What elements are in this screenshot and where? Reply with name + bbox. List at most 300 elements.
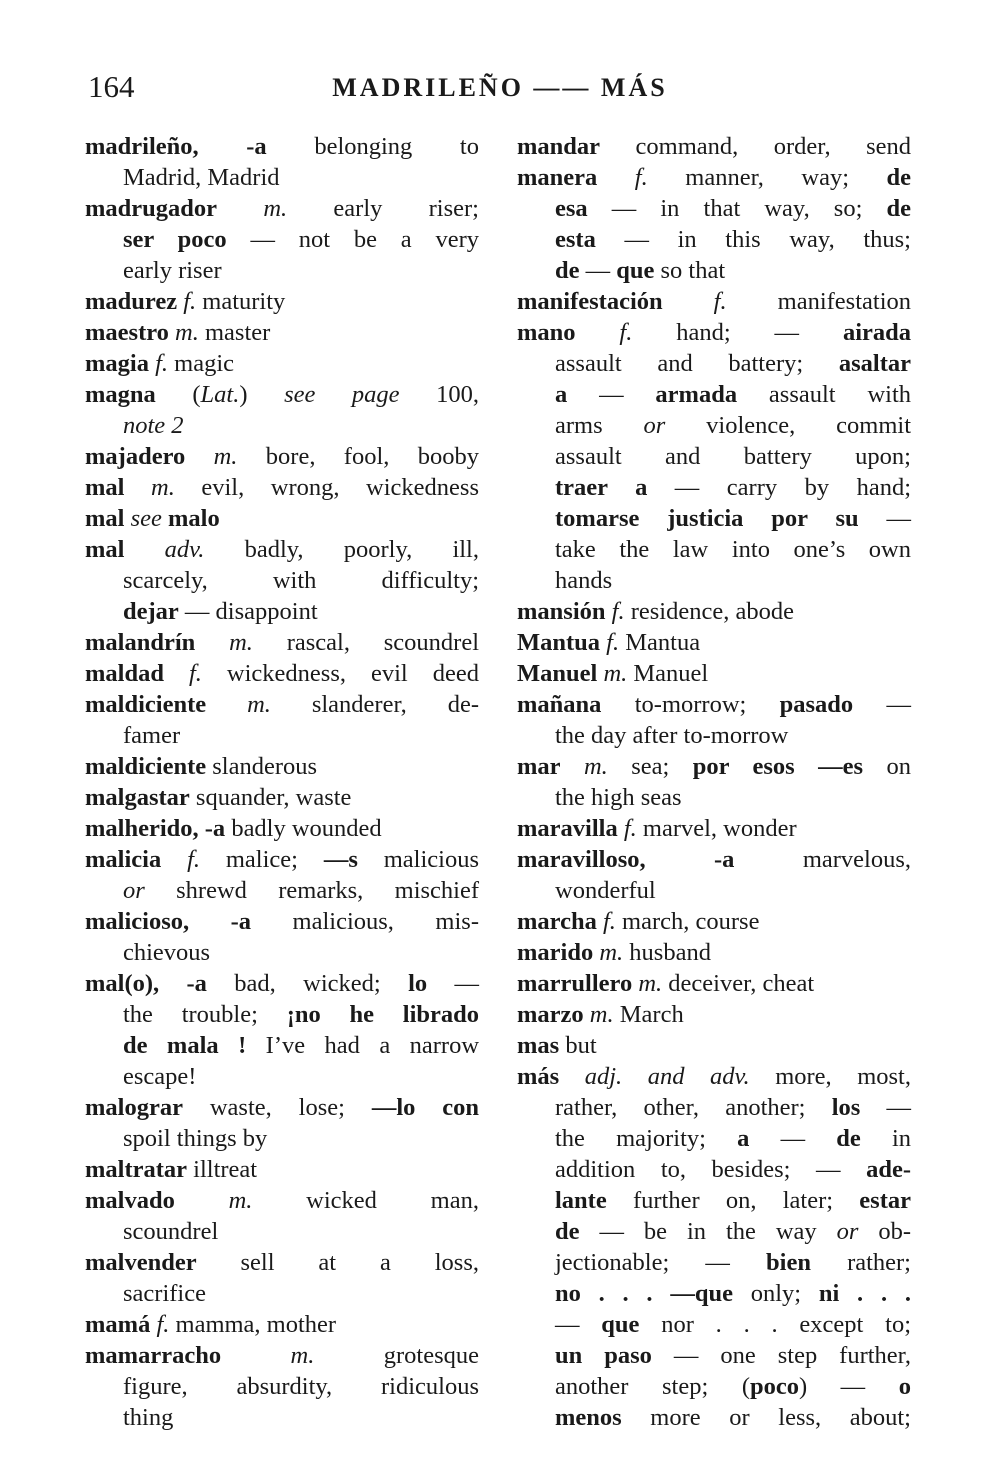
dictionary-line [85,906,479,937]
headword: mamarracho [85,1342,222,1369]
dictionary-line [517,1371,911,1402]
text-segment: — disappoint [178,598,318,625]
text-segment: a [737,1125,750,1152]
text-segment: see page [284,381,400,408]
text-segment: m. [221,1342,315,1369]
text-segment: scoundrel [123,1218,219,1245]
text-segment: no . . . —que [555,1280,733,1307]
text-segment: the trouble; [123,1001,287,1028]
text-segment: m. [560,753,608,780]
headword: mano [517,319,576,346]
dictionary-line [517,1123,911,1154]
text-segment: famer [123,722,181,749]
text-segment: f. [163,660,202,687]
text-segment: on [863,753,911,780]
text-segment: I’ve had a narrow [246,1032,480,1059]
headword: marido [517,939,594,966]
headword: mal [85,536,125,563]
text-segment: pasado [779,691,854,718]
text-segment: the majority; [555,1125,738,1152]
text-segment: magic [168,350,235,377]
text-segment: nor . . . except to; [639,1311,912,1338]
text-segment: ser poco [123,226,227,253]
text-segment: deceiver, cheat [662,970,815,997]
dictionary-line [85,131,479,162]
text-segment: f. [617,815,637,842]
dictionary-line [85,1278,479,1309]
dictionary-line [85,844,479,875]
dictionary-line [517,255,911,286]
headword: mar [517,753,561,780]
text-segment: rather, other, another; [555,1094,832,1121]
dictionary-line [85,1402,479,1433]
text-segment: March [613,1001,684,1028]
text-segment: — one step further, [651,1342,911,1369]
dictionary-line [85,410,479,441]
headword: manifestación [517,288,663,315]
text-segment: bien [766,1249,811,1276]
dictionary-line [517,1216,911,1247]
text-segment: f. [596,908,616,935]
text-segment: see [124,505,162,532]
dictionary-line [85,255,479,286]
text-segment: more, most, [749,1063,911,1090]
text-segment: — be in the way [579,1218,837,1245]
dictionary-line [517,937,911,968]
dictionary-line [85,627,479,658]
text-segment: ni . . . [818,1280,911,1307]
dictionary-line [517,410,911,441]
headword: mañana [517,691,602,718]
text-segment: lante [555,1187,607,1214]
dictionary-line [517,1247,911,1278]
text-segment: master [198,319,271,346]
text-segment: wonderful [555,877,656,904]
text-segment: un paso [555,1342,652,1369]
text-segment: wicked man, [252,1187,479,1214]
text-segment: f. [662,288,727,315]
text-segment: early riser; [287,195,479,222]
text-segment: — not be a very [226,226,480,253]
text-segment: only; [732,1280,819,1307]
dictionary-line [85,1030,479,1061]
text-segment: assault with [737,381,911,408]
dictionary-line [85,1309,479,1340]
text-segment: manner, way; [647,164,887,191]
text-segment: bore, fool, booby [237,443,480,470]
text-segment: command, order, send [600,133,911,160]
text-segment: armada [655,381,738,408]
dictionary-line [85,534,479,565]
text-segment: shrewd remarks, mischief [144,877,479,904]
text-segment: lo [408,970,428,997]
dictionary-line [517,875,911,906]
text-segment: — [860,1094,911,1121]
text-segment: de [886,195,911,222]
dictionary-line [517,1092,911,1123]
text-segment: 100, [399,381,479,408]
text-segment: m. [593,939,624,966]
text-segment: m. [217,195,288,222]
text-segment: sea; [607,753,693,780]
text-segment: escape! [123,1063,197,1090]
headword: malvender [85,1249,197,1276]
text-segment: de mala ! [123,1032,247,1059]
dictionary-line [85,224,479,255]
headword: marcha [517,908,597,935]
headword: maestro [85,319,169,346]
headword: maldiciente [85,691,207,718]
dictionary-line [517,503,911,534]
text-segment: march, course [615,908,760,935]
text-segment: ¡no he librado [286,1001,480,1028]
text-segment: ade- [866,1156,911,1183]
dictionary-line [517,689,911,720]
headword: Manuel [517,660,598,687]
headword: maravilloso, -a [517,846,735,873]
dictionary-line [517,999,911,1030]
text-segment: note 2 [123,412,184,439]
text-segment: f. [605,598,625,625]
text-segment: evil, wrong, wickedness [174,474,479,501]
dictionary-line [517,596,911,627]
text-segment: f. [177,288,197,315]
left-column [85,131,479,1433]
dictionary-line [517,379,911,410]
text-segment: or [836,1218,859,1245]
dictionary-line [85,1216,479,1247]
text-segment: de [555,1218,580,1245]
text-segment: m. [124,474,175,501]
text-segment: de [836,1125,861,1152]
text-segment: another step; ( [555,1373,750,1400]
text-segment: slanderous [206,753,318,780]
dictionary-line [85,968,479,999]
page-number: 164 [88,69,135,104]
text-segment: m. [632,970,663,997]
text-segment: violence, commit [665,412,911,439]
headword: madrugador [85,195,218,222]
text-segment: a [555,381,568,408]
text-segment: m. [174,1187,253,1214]
text-segment: waste, lose; [182,1094,372,1121]
text-segment: the day after to-morrow [555,722,789,749]
text-segment: husband [623,939,711,966]
text-segment: — in this way, thus; [595,226,911,253]
dictionary-line [517,968,911,999]
text-segment: m. [206,691,271,718]
text-segment: hand; — [632,319,843,346]
dictionary-line [517,1061,911,1092]
dictionary-line [85,720,479,751]
headword: malherido, -a [85,815,226,842]
dictionary-line [517,906,911,937]
headword: madrileño, -a [85,133,267,160]
text-segment: thing [123,1404,174,1431]
text-segment: m. [597,660,628,687]
dictionary-line [85,1185,479,1216]
dictionary-line [85,1092,479,1123]
dictionary-line [85,286,479,317]
text-segment: badly wounded [225,815,382,842]
dictionary-line [517,224,911,255]
text-segment: malice; [200,846,324,873]
text-segment: — [858,505,911,532]
text-segment: arms [555,412,644,439]
dictionary-line [517,534,911,565]
text-segment: — [427,970,479,997]
headword: malograr [85,1094,183,1121]
text-segment: de [886,164,912,191]
dictionary-line [517,193,911,224]
text-segment: o [898,1373,911,1400]
dictionary-line [517,813,911,844]
text-segment: —lo con [371,1094,480,1121]
text-segment: take the law into one’s own [555,536,911,563]
text-segment: Manuel [627,660,709,687]
dictionary-line [517,565,911,596]
right-column [517,131,911,1433]
text-segment: — [555,1311,602,1338]
text-segment: ob- [858,1218,911,1245]
text-segment: assault and battery; [555,350,839,377]
dictionary-line [517,844,911,875]
headword: majadero [85,443,186,470]
text-segment: esa [555,195,588,222]
text-segment: f. [597,164,648,191]
text-segment: jectionable; — [555,1249,767,1276]
dictionary-line [85,162,479,193]
text-segment: que [601,1311,640,1338]
dictionary-line [517,162,911,193]
headword: Mantua [517,629,601,656]
text-segment: wickedness, evil deed [201,660,479,687]
text-segment: sacrifice [123,1280,206,1307]
text-segment: adv. [124,536,205,563]
columns-container [85,131,911,1433]
dictionary-line [85,379,479,410]
text-segment: Madrid, Madrid [123,164,280,191]
text-segment: esta [555,226,596,253]
text-segment: m. [185,443,238,470]
text-segment: menos [555,1404,622,1431]
text-segment: malicious [357,846,479,873]
text-segment: belonging to [266,133,479,160]
text-segment: por esos —es [692,753,864,780]
text-segment: to-morrow; [601,691,780,718]
text-segment: f. [600,629,620,656]
dictionary-line [85,565,479,596]
text-segment: — in that way, so; [587,195,887,222]
headword: maldiciente [85,753,207,780]
text-segment: dejar [123,598,179,625]
text-segment: m. [583,1001,614,1028]
headword: manera [517,164,598,191]
dictionary-line [85,875,479,906]
headword: más [517,1063,560,1090]
dictionary-line [517,627,911,658]
dictionary-line [85,813,479,844]
headword: mansión [517,598,606,625]
text-segment: rascal, scoundrel [252,629,479,656]
dictionary-line [85,193,479,224]
text-segment: but [559,1032,597,1059]
headword: magia [85,350,149,377]
text-segment: adj. and adv. [559,1063,750,1090]
text-segment: f. [161,846,201,873]
text-segment: ) — [798,1373,899,1400]
dictionary-line [517,1278,911,1309]
text-segment: mamma, mother [169,1311,337,1338]
headword: madurez [85,288,178,315]
dictionary-line [517,472,911,503]
text-segment: f. [148,350,169,377]
dictionary-line [85,751,479,782]
text-segment: traer a [555,474,648,501]
text-segment: estar [859,1187,911,1214]
text-segment: or [123,877,145,904]
text-segment: the high seas [555,784,682,811]
text-segment: squander, waste [189,784,352,811]
text-segment: spoil things by [123,1125,268,1152]
text-segment: — [853,691,911,718]
text-segment: m. [195,629,253,656]
text-segment: more or less, about; [621,1404,911,1431]
text-segment: poco [749,1373,799,1400]
dictionary-line [517,131,911,162]
headword: mal [85,474,125,501]
dictionary-line [517,1185,911,1216]
text-segment: in [860,1125,911,1152]
text-segment: bad, wicked; [206,970,409,997]
text-segment: addition to, besides; — [555,1156,867,1183]
page-title: MADRILEÑO —— MÁS [332,73,668,102]
text-segment: rather; [810,1249,911,1276]
dictionary-line [85,1247,479,1278]
text-segment: — [567,381,656,408]
headword: maravilla [517,815,618,842]
text-segment: assault and battery upon; [555,443,911,470]
text-segment: maturity [196,288,286,315]
text-segment: f. [575,319,633,346]
dictionary-line [517,1402,911,1433]
dictionary-line [85,937,479,968]
text-segment: hands [555,567,613,594]
dictionary-line [85,441,479,472]
headword: malicioso, -a [85,908,252,935]
text-segment: — [749,1125,837,1152]
text-segment: m. [168,319,199,346]
dictionary-line [517,348,911,379]
text-segment: marvel, wonder [636,815,797,842]
text-segment: slanderer, de- [270,691,479,718]
text-segment: malo [161,505,220,532]
text-segment: — carry by hand; [647,474,912,501]
headword: magna [85,381,156,408]
headword: maltratar [85,1156,188,1183]
text-segment: grotesque [314,1342,479,1369]
text-segment: airada [842,319,911,346]
dictionary-line [85,658,479,689]
text-segment: f. [150,1311,170,1338]
headword: malvado [85,1187,175,1214]
dictionary-line [85,782,479,813]
text-segment: further on, later; [606,1187,860,1214]
headword: mamá [85,1311,151,1338]
text-segment: los [831,1094,861,1121]
dictionary-line [85,689,479,720]
dictionary-line [85,1061,479,1092]
dictionary-line [85,596,479,627]
dictionary-line [85,503,479,534]
dictionary-line [517,286,911,317]
text-segment: — [579,257,617,284]
dictionary-line [517,658,911,689]
headword: marrullero [517,970,633,997]
dictionary-line [517,782,911,813]
text-segment: que [616,257,655,284]
text-segment: marvelous, [734,846,911,873]
text-segment: or [643,412,666,439]
headword: maldad [85,660,164,687]
dictionary-line [85,1371,479,1402]
text-segment: sell at a loss, [196,1249,479,1276]
text-segment: residence, abode [624,598,794,625]
text-segment: illtreat [187,1156,258,1183]
headword: marzo [517,1001,584,1028]
dictionary-line [517,317,911,348]
text-segment: scarcely, with difficulty; [123,567,479,594]
headword: malicia [85,846,162,873]
text-segment: badly, poorly, ill, [204,536,479,563]
text-segment: ( [155,381,201,408]
text-segment: manifestation [726,288,911,315]
text-segment: Mantua [619,629,701,656]
text-segment: figure, absurdity, ridiculous [123,1373,479,1400]
dictionary-line [85,1154,479,1185]
dictionary-line [517,441,911,472]
headword: mal [85,505,125,532]
text-segment: so that [654,257,726,284]
text-segment: —s [323,846,358,873]
dictionary-line [517,1154,911,1185]
text-segment: asaltar [838,350,911,377]
dictionary-line [85,472,479,503]
dictionary-line [517,720,911,751]
headword: malgastar [85,784,190,811]
text-segment: Lat. [200,381,240,408]
dictionary-line [517,1309,911,1340]
headword: mal(o), -a [85,970,207,997]
dictionary-line [85,1123,479,1154]
text-segment: de [555,257,580,284]
dictionary-line [517,1340,911,1371]
dictionary-line [85,1340,479,1371]
dictionary-line [517,1030,911,1061]
dictionary-line [517,751,911,782]
text-segment: ) [239,381,285,408]
dictionary-line [85,348,479,379]
text-segment: early riser [123,257,222,284]
text-segment: chievous [123,939,211,966]
headword: mas [517,1032,560,1059]
dictionary-line [85,999,479,1030]
dictionary-line [85,317,479,348]
headword: malandrín [85,629,196,656]
text-segment: malicious, mis- [251,908,479,935]
text-segment: tomarse justicia por su [555,505,859,532]
headword: mandar [517,133,601,160]
